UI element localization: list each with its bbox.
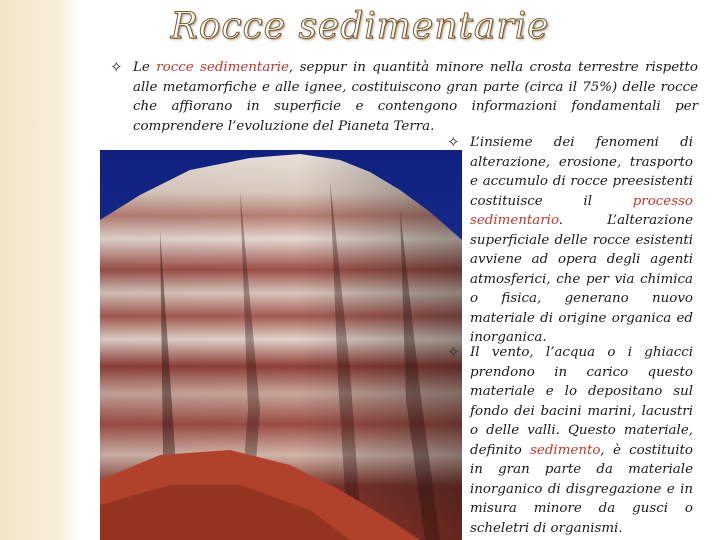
paragraph-text: L’insieme dei fenomeni di alterazione, erosione, trasporto e accumulo di rocce preesistenti costituisce il <box>470 135 693 209</box>
striped-hill-image <box>100 150 462 540</box>
paragraph-text: . L’alterazione superficiale delle rocce esistenti avviene ad opera degli agenti atmosferici, che per via chimica o fisica, generano nuovo materiale di origine organica ed inorganica. <box>470 213 693 345</box>
paragraph-text: Le <box>133 60 157 75</box>
paragraph-text: , è costituito in gran parte da materiale inorganico di disgregazione e in misura minore da gusci o scheletri di organismi. <box>470 442 693 536</box>
highlight-term: sedimento <box>530 442 601 458</box>
paragraph-sediment <box>470 343 693 538</box>
page-title: Rocce sedimentarie <box>170 6 550 47</box>
sedimentary-rock-photo <box>100 150 462 540</box>
star-bullet-icon: ✧ <box>447 343 460 361</box>
paragraph-process <box>470 133 693 348</box>
decorative-side-band <box>0 0 80 540</box>
paragraph-text: Il vento, l’acqua o i ghiacci prendono in carico questo materiale e lo depositano sul fondo dei bacini marini, lacustri o delle valli. Questo materiale, definito <box>470 345 693 458</box>
highlight-term: processo sedimentario <box>470 193 693 228</box>
star-bullet-icon: ✧ <box>447 133 460 151</box>
paragraph-text: , seppur in quantità minore nella crosta terrestre rispetto alle metamorfiche e alle ignee, costituiscono gran parte (circa il 75%) delle rocce che affiorano in superficie e contengono informazioni fondamentali per comprendere l’evoluzione del Pianeta Terra. <box>133 60 698 134</box>
paragraph-intro <box>133 58 698 136</box>
star-bullet-icon: ✧ <box>110 58 123 76</box>
highlight-term: rocce sedimentarie <box>156 60 289 75</box>
